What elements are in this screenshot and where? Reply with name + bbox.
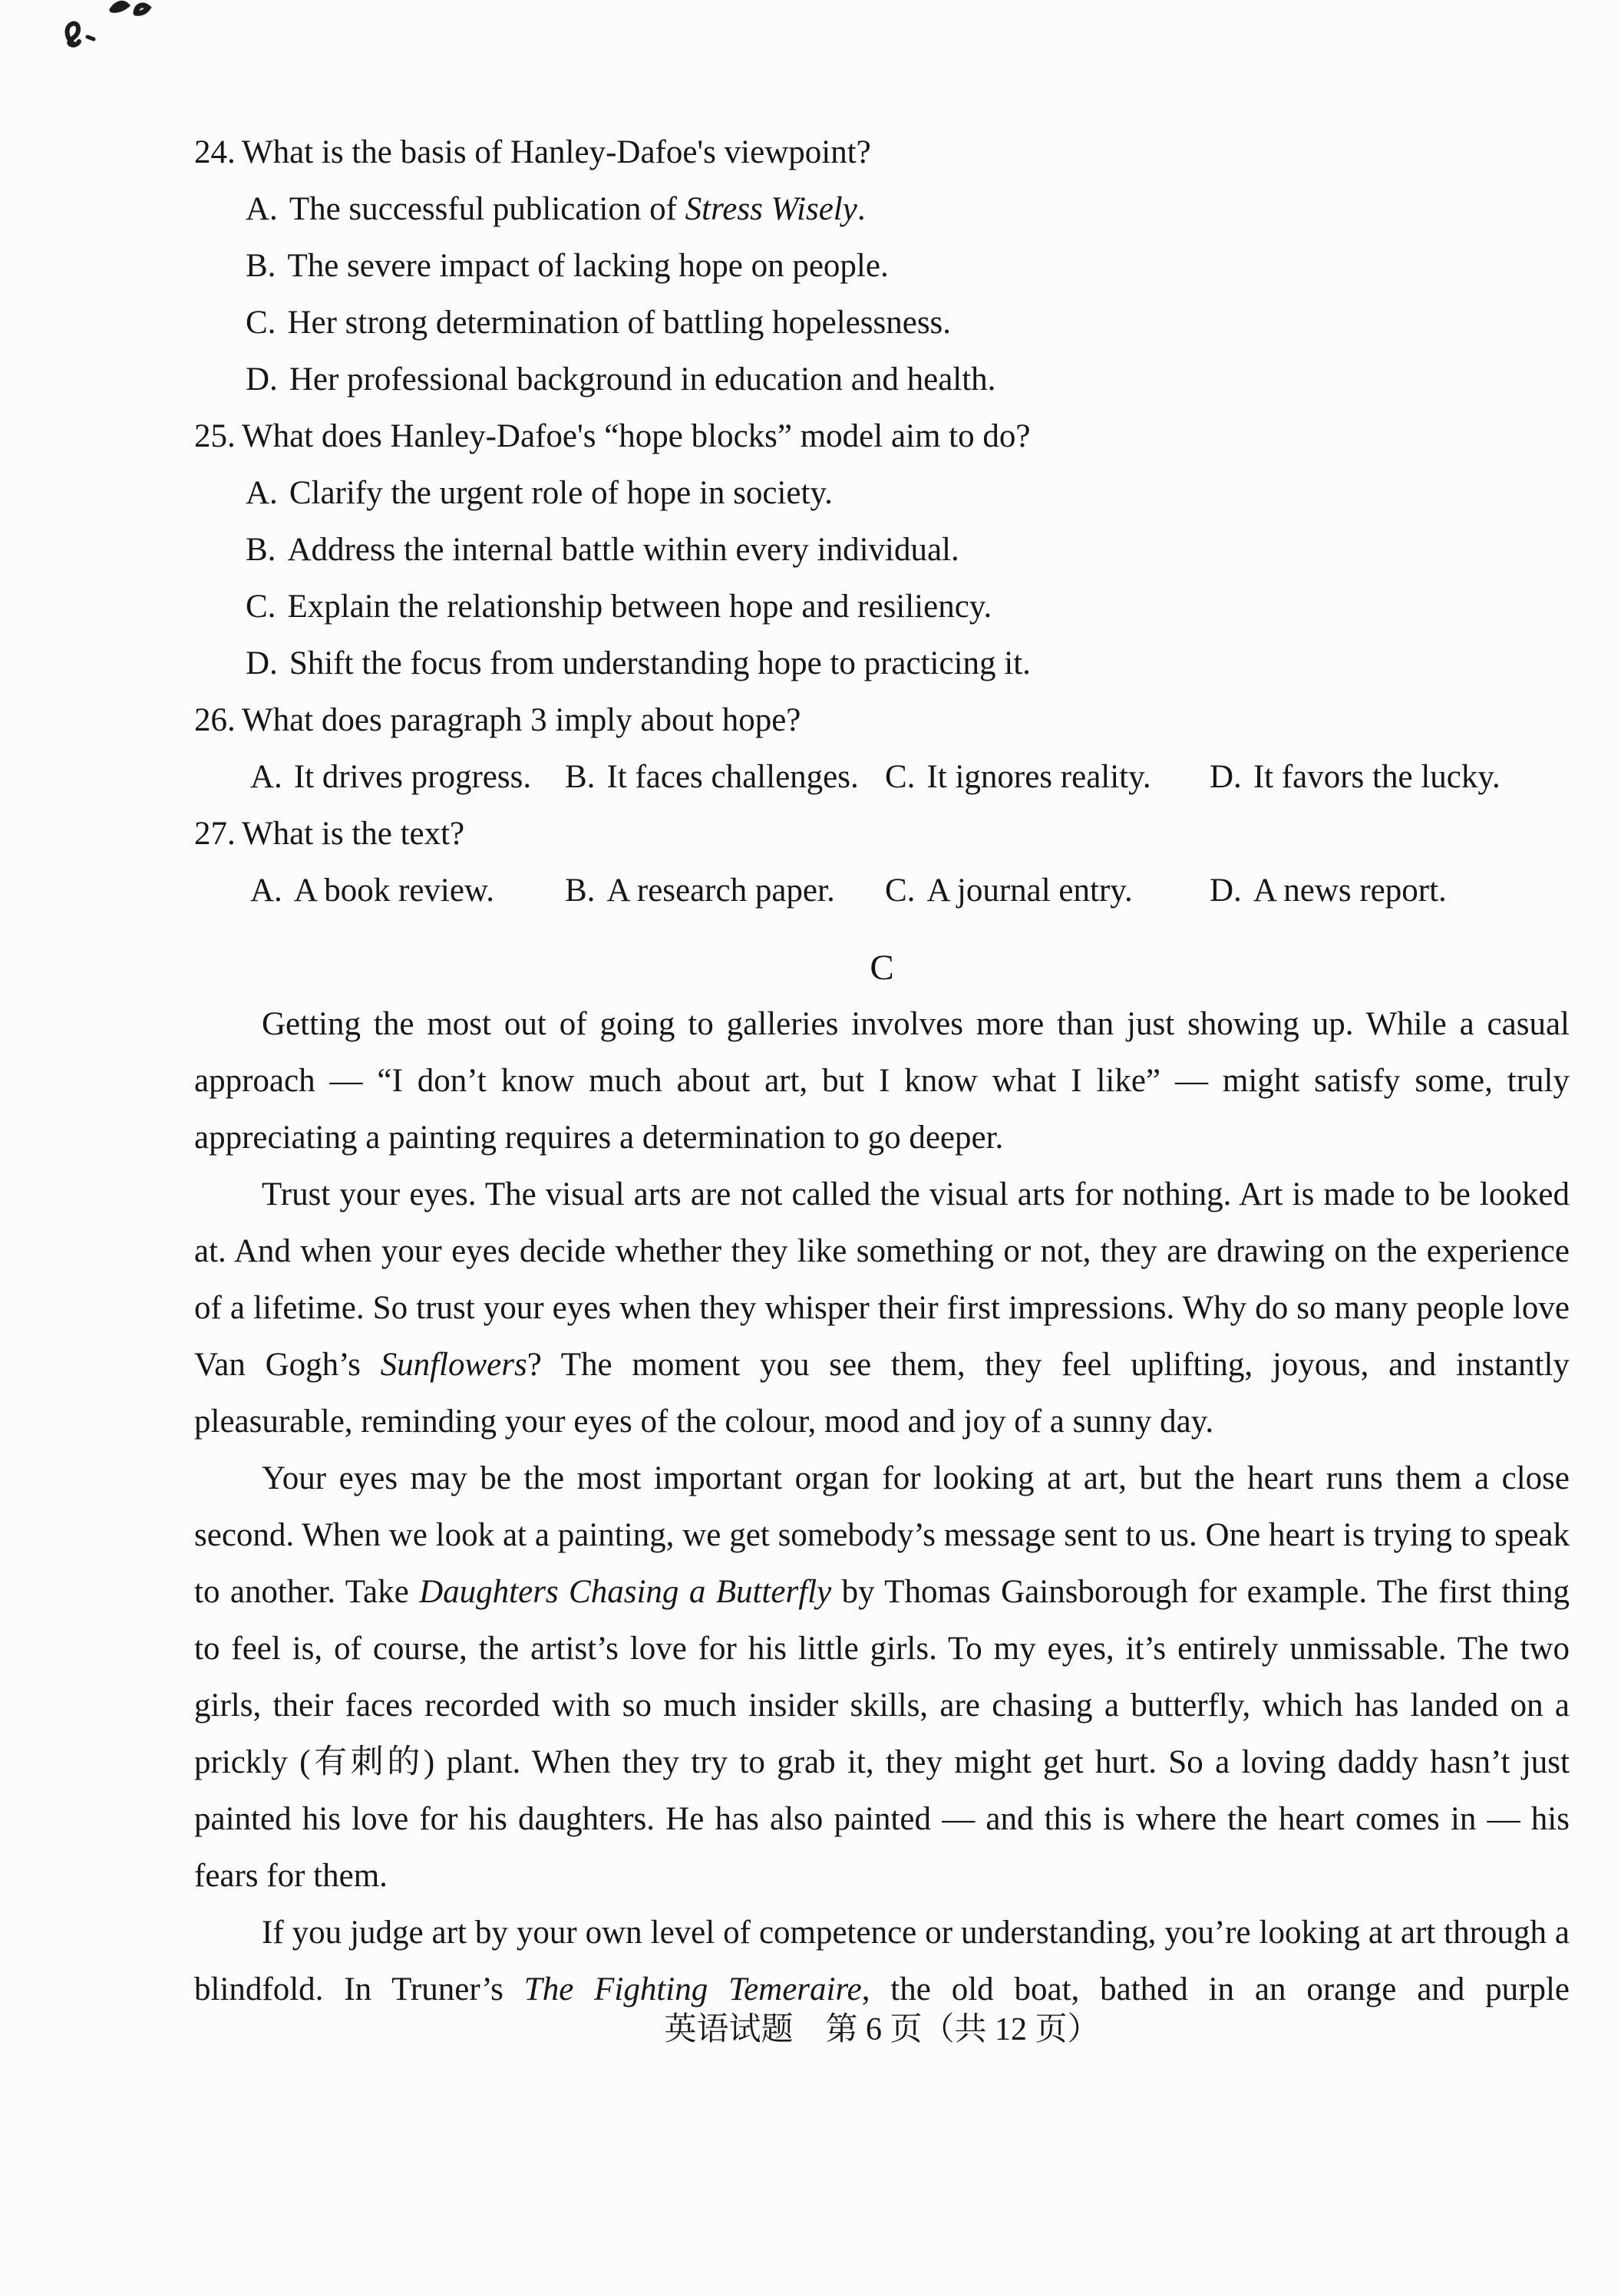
option-text: A book review. — [293, 873, 494, 909]
option-b — [565, 749, 859, 806]
question-26 — [194, 692, 1570, 806]
question-number: 24. — [194, 134, 236, 170]
option-label: B. — [246, 532, 276, 568]
option-label: B. — [565, 873, 596, 909]
option-text: Shift the focus from understanding hope to practicing it. — [289, 645, 1031, 681]
option-a — [194, 465, 1570, 522]
option-d — [1210, 749, 1500, 806]
option-text: Her professional background in education and health. — [289, 361, 996, 398]
ink-scribble-icon — [0, 0, 200, 69]
question-text — [194, 124, 1570, 181]
page-footer: 英语试题 第 6 页（共 12 页） — [664, 2012, 1100, 2047]
option-d — [194, 635, 1570, 692]
passage-paragraph-2: Trust your eyes. The visual arts are not called the visual arts for nothing. Art is made to be looked at. And when your eyes decide whether they like something or not, they are drawing on the experience of a lifetime. So trust your eyes when they whisper their first impressions. Why do so many people love Van Gogh’s Sunflowers? The moment you see them, they feel uplifting, joyous, and instantly pleasurable, reminding your eyes of the colour, mood and joy of a sunny day. — [194, 1176, 1570, 1440]
passage-paragraph-3: Your eyes may be the most important organ for looking at art, but the heart runs them a close second. When we look at a painting, we get somebody’s message sent to us. One heart is trying to speak to another. Take Daughters Chasing a Butterfly by Thomas Gainsborough for example. The first thing to feel is, of course, the artist’s love for his little girls. To my eyes, it’s entirely unmissable. The two girls, their faces recorded with so much insider skills, are chasing a butterfly, which has landed on a prickly (有刺的) plant. When they try to grab it, they might get hurt. So a loving daddy hasn’t just painted his love for his daughters. He has also painted — and this is where the heart comes in — his fears for them. — [194, 1460, 1570, 1894]
option-c — [885, 863, 1133, 919]
option-text: Her strong determination of battling hopelessness. — [287, 305, 952, 341]
option-label: A. — [250, 873, 282, 909]
option-label: A. — [250, 759, 282, 795]
option-a — [250, 749, 531, 806]
option-label: D. — [246, 645, 278, 681]
option-label: C. — [246, 305, 276, 341]
option-c — [194, 295, 1570, 351]
question-number: 26. — [194, 702, 236, 738]
option-label: C. — [885, 873, 916, 909]
option-label: C. — [885, 759, 916, 795]
option-b — [565, 863, 835, 919]
option-text: Address the internal battle within every individual. — [287, 532, 959, 568]
question-number: 27. — [194, 816, 236, 852]
option-text: The severe impact of lacking hope on people. — [287, 248, 889, 284]
option-label: C. — [246, 589, 276, 625]
option-text: Clarify the urgent role of hope in society. — [289, 475, 833, 511]
option-text: It drives progress. — [293, 759, 532, 795]
option-label: D. — [1210, 759, 1242, 795]
option-text: A news report. — [1253, 873, 1447, 909]
options-row — [194, 863, 1570, 919]
question-24 — [194, 124, 1570, 408]
option-d — [1210, 863, 1447, 919]
option-d — [194, 351, 1570, 408]
question-text — [194, 408, 1570, 465]
option-text: A journal entry. — [926, 873, 1133, 909]
option-b — [194, 522, 1570, 579]
question-stem: What is the text? — [242, 816, 465, 852]
option-c — [885, 749, 1151, 806]
question-text — [194, 692, 1570, 749]
option-label: A. — [246, 191, 278, 227]
question-25 — [194, 408, 1570, 692]
option-text: It faces challenges. — [606, 759, 859, 795]
option-label: B. — [565, 759, 596, 795]
exam-content — [194, 124, 1570, 2018]
options-row — [194, 749, 1570, 806]
option-c — [194, 579, 1570, 635]
passage-paragraph-4: If you judge art by your own level of competence or understanding, you’re looking at art through a blindfold. In Truner’s The Fighting Temeraire, the old boat, bathed in an orange and purple — [194, 1915, 1570, 2007]
option-text: A research paper. — [606, 873, 835, 909]
question-27 — [194, 806, 1570, 919]
option-b — [194, 238, 1570, 295]
question-stem: What does paragraph 3 imply about hope? — [242, 702, 801, 738]
section-heading: C — [870, 948, 894, 988]
question-text — [194, 806, 1570, 863]
option-label: D. — [1210, 873, 1242, 909]
passage-paragraph-1: Getting the most out of going to galleries involves more than just showing up. While a casual approach — “I don’t know much about art, but I know what I like” — might satisfy some, truly appreciating a painting requires a determination to go deeper. — [194, 1006, 1570, 1156]
option-a — [250, 863, 494, 919]
option-label: B. — [246, 248, 276, 284]
option-label: A. — [246, 475, 278, 511]
option-text: The successful publication of Stress Wisely. — [289, 191, 866, 227]
option-a — [194, 181, 1570, 238]
question-number: 25. — [194, 418, 236, 454]
option-label: D. — [246, 361, 278, 398]
question-stem: What does Hanley-Dafoe's “hope blocks” model aim to do? — [242, 418, 1031, 454]
option-text: It ignores reality. — [926, 759, 1151, 795]
question-stem: What is the basis of Hanley-Dafoe's viewpoint? — [242, 134, 871, 170]
option-text: It favors the lucky. — [1253, 759, 1500, 795]
option-text: Explain the relationship between hope and resiliency. — [287, 589, 992, 625]
